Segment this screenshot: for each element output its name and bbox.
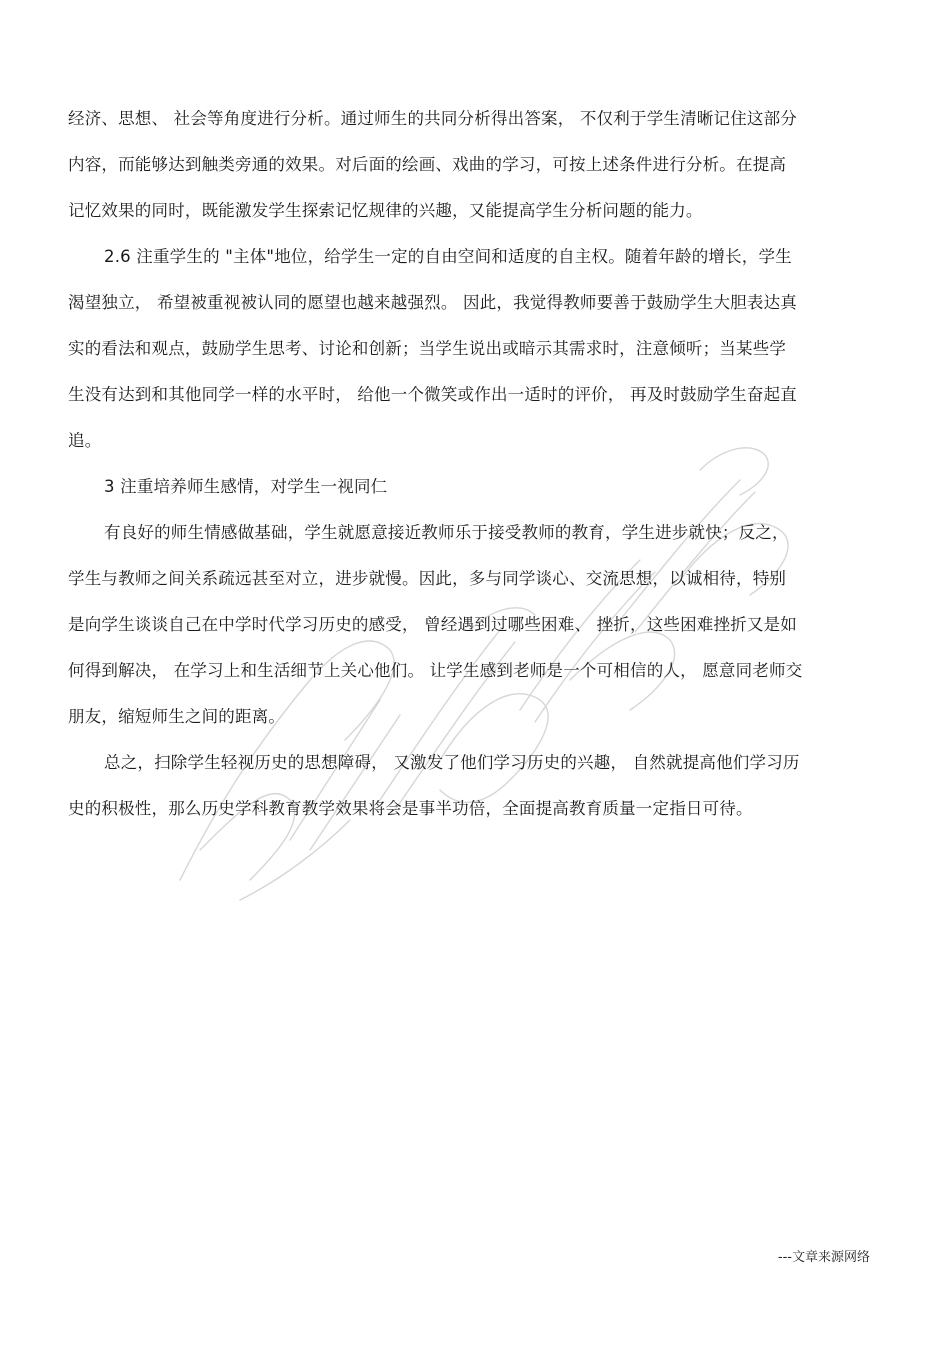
text-line: 是向学生谈谈自己在中学时代学习历史的感受， 曾经遇到过哪些困难、 挫折，这些困难挫折又是如 [68, 615, 797, 634]
text-line: 有良好的师生情感做基础，学生就愿意接近教师乐于接受教师的教育，学生进步就快；反之， [104, 523, 789, 542]
text-line: 朋友，缩短师生之间的距离。 [68, 707, 286, 726]
section-heading-2-6: 2.6 注重学生的 "主体"地位，给学生一定的自由空间和适度的自主权。随着年龄的增长，学生 [104, 247, 792, 266]
text-line: 何得到解决， 在学习上和生活细节上关心他们。 让学生感到老师是一个可相信的人， 愿意同老师交 [68, 661, 803, 680]
source-footer: ---文章来源网络 [777, 1250, 870, 1265]
text-line: 记忆效果的同时，既能激发学生探索记忆规律的兴趣，又能提高学生分析问题的能力。 [68, 201, 703, 220]
text-line: 史的积极性，那么历史学科教育教学效果将会是事半功倍，全面提高教育质量一定指日可待。 [68, 799, 753, 818]
text-line: 实的看法和观点，鼓励学生思考、讨论和创新；当学生说出或暗示其需求时，注意倾听；当某些学 [68, 339, 787, 358]
conclusion-paragraph-start: 总之，扫除学生轻视历史的思想障碍， 又激发了他们学习历史的兴趣， 自然就提高他们学习历 [104, 753, 800, 772]
section-heading-3: 3 注重培养师生感情，对学生一视同仁 [104, 477, 388, 496]
text-line: 经济、思想、 社会等角度进行分析。通过师生的共同分析得出答案， 不仅利于学生清晰记住这部分 [68, 109, 797, 128]
text-line: 生没有达到和其他同学一样的水平时， 给他一个微笑或作出一适时的评价， 再及时鼓励学生奋起直 [68, 385, 797, 404]
text-line: 内容，而能够达到触类旁通的效果。对后面的绘画、戏曲的学习，可按上述条件进行分析。在提高 [68, 155, 787, 174]
text-line: 学生与教师之间关系疏远甚至对立，进步就慢。因此，多与同学谈心、交流思想，以诚相待，特别 [68, 569, 787, 588]
text-line: 渴望独立， 希望被重视被认同的愿望也越来越强烈。 因此，我觉得教师要善于鼓励学生大胆表达真 [68, 293, 797, 312]
text-line: 追。 [68, 431, 102, 450]
document-body [68, 96, 880, 832]
